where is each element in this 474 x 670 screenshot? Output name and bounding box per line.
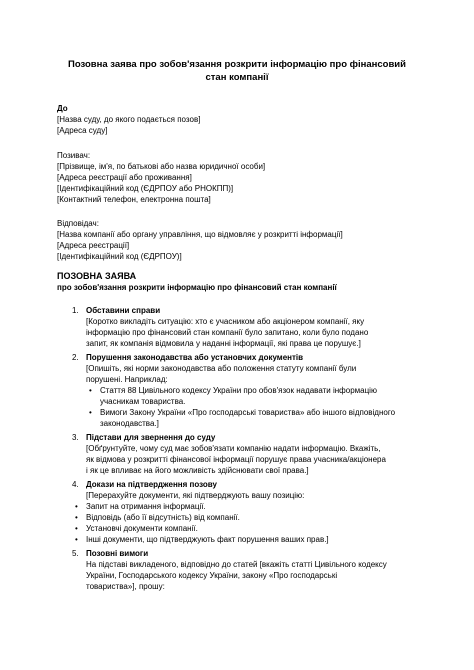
bullet-marker: • — [75, 502, 78, 511]
claim-heading-block — [57, 271, 437, 293]
section-title: Підстави для звернення до суду — [86, 433, 216, 442]
bullet-marker: • — [75, 513, 78, 522]
section-title: Позовні вимоги — [86, 549, 149, 558]
bullet-item: • Стаття 88 Цивільного кодексу України про обов'язок надавати інформацію учасникам товариства. — [89, 386, 377, 406]
court-address: [Адреса суду] — [57, 126, 108, 135]
plaintiff-block — [57, 150, 437, 205]
bullet-item: • Відповідь (або її відсутність) від компанії. — [75, 513, 240, 522]
bullet-item: • Установчі документи компанії. — [75, 524, 198, 533]
court-block — [57, 103, 437, 136]
section-text-line: інформацію про фінансовий стан компанії було запитано, коли було подано — [86, 328, 369, 337]
section-text-line: як відмова у розкритті фінансової інформації порушує права учасника/акціонера — [86, 455, 386, 464]
section-text-line: [Коротко викладіть ситуацію: хто є учасником або акціонером компанії, яку — [86, 317, 365, 326]
section-text-line: [Обґрунтуйте, чому суд має зобов'язати компанію надати інформацію. Вкажіть, — [86, 444, 381, 453]
section-1 — [72, 305, 422, 349]
section-text-line: України, Господарського кодексу України, закону «Про господарські — [86, 571, 338, 580]
section-2 — [72, 352, 422, 429]
section-4 — [72, 479, 422, 501]
court-name: [Назва суду, до якого подається позов] — [57, 115, 201, 124]
section-text-line: [Перерахуйте документи, які підтверджують вашу позицію: — [86, 491, 305, 500]
bullet-item: • Запит на отримання інформації. — [75, 502, 206, 511]
plaintiff-name: [Прізвище, ім'я, по батькові або назва юридичної особи] — [57, 162, 266, 171]
section-number: 4. — [72, 480, 79, 489]
defendant-id-code: [Ідентифікаційний код (ЄДРПОУ)] — [57, 252, 182, 261]
section-3 — [72, 432, 422, 476]
plaintiff-id-code: [Ідентифікаційний код (ЄДРПОУ або РНОКПП)] — [57, 184, 234, 193]
plaintiff-contacts: [Контактний телефон, електронна пошта] — [57, 195, 211, 204]
bullet-marker: • — [75, 535, 78, 544]
section-number: 1. — [72, 306, 79, 315]
document-title: Позовна заява про зобов'язання розкрити інформацію про фінансовий стан компанії — [68, 59, 406, 83]
defendant-address: [Адреса реєстрації] — [57, 241, 130, 250]
claim-subheading: про зобов'язання розкрити інформацію про фінансовий стан компанії — [57, 283, 337, 292]
defendant-label: Відповідач: — [57, 219, 99, 228]
section-number: 5. — [72, 549, 79, 558]
section-text-line: [Опишіть, які норми законодавства або положення статуту компанії були — [86, 364, 357, 373]
section-title: Обставини справи — [86, 306, 161, 315]
section-text-line: товариства»], прошу: — [86, 582, 165, 591]
defendant-block — [57, 218, 437, 262]
section-number: 3. — [72, 433, 79, 442]
bullet-item: • Інші документи, що підтверджують факт порушення ваших прав.] — [75, 535, 329, 544]
section-title: Порушення законодавства або установчих документів — [86, 353, 304, 362]
bullet-marker: • — [89, 386, 92, 395]
court-label: До — [57, 104, 68, 113]
section-5 — [72, 548, 422, 592]
claim-sections-list — [72, 305, 422, 592]
plaintiff-label: Позивач: — [57, 151, 91, 160]
bullet-marker: • — [75, 524, 78, 533]
bullet-item: • Вимоги Закону України «Про господарські товариства» або іншого відповідного законодавства.] — [89, 408, 396, 428]
section-text-line: порушені. Наприклад: — [86, 375, 168, 384]
claim-heading: ПОЗОВНА ЗАЯВА — [57, 271, 137, 281]
bullet-marker: • — [89, 408, 92, 417]
section-text-line: запит, як компанія відмовила у наданні інформації, які права це порушує.] — [86, 339, 361, 348]
section-number: 2. — [72, 353, 79, 362]
defendant-name: [Назва компанії або органу управління, що відмовляє у розкритті інформації] — [57, 230, 343, 239]
section-text-line: і як це впливає на його можливість здійснювати свої права.] — [86, 466, 309, 475]
section-text-line: На підставі викладеного, відповідно до статей [вкажіть статті Цивільного кодексу — [86, 560, 387, 569]
plaintiff-address: [Адреса реєстрації або проживання] — [57, 173, 192, 182]
section-title: Докази на підтвердження позову — [86, 480, 217, 489]
